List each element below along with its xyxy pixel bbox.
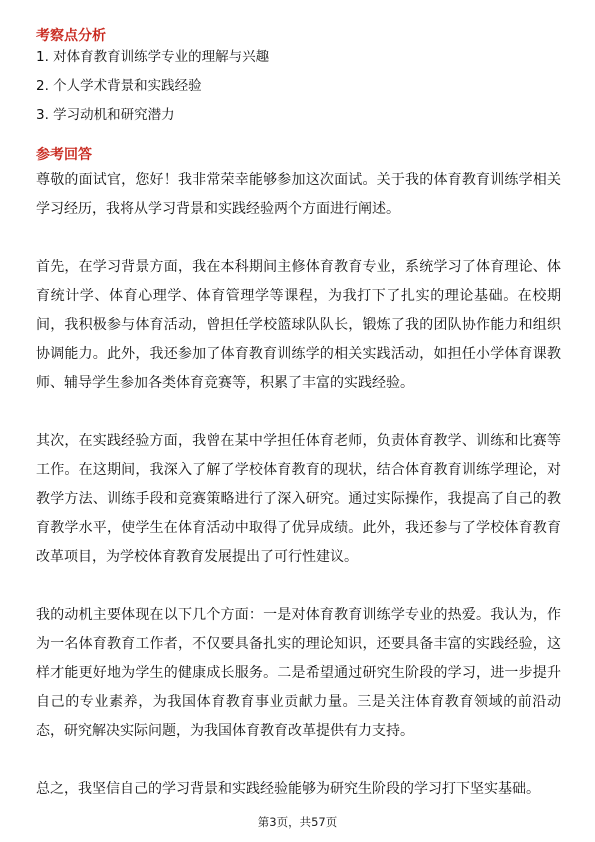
page-number: 第3页，共57页 (257, 815, 338, 829)
list-item: 3. 学习动机和研究潜力 (36, 107, 175, 123)
section-heading-reference-answer: 参考回答 (36, 147, 92, 163)
answer-paragraph-practice: 其次，在实践经验方面，我曾在某中学担任体育老师，负责体育教学、训练和比赛等工作。在这期间，我深入了解了学校体育教育的现状，结合体育教育训练学理论，对教学方法、训练手段和竞赛策略进行了深入研究。通过实际操作，我提高了自己的教育教学水平，使学生在体育活动中取得了优异成绩。此外，我还参与了学校体育教育改革项目，为学校体育教育发展提出了可行性建议。 (36, 433, 561, 565)
answer-paragraph-motivation: 我的动机主要体现在以下几个方面：一是对体育教育训练学专业的热爱。我认为，作为一名体育教育工作者，不仅要具备扎实的理论知识，还要具备丰富的实践经验，这样才能更好地为学生的健康成长服务。二是希望通过研究生阶段的学习，进一步提升自己的专业素养，为我国体育教育事业贡献力量。三是关注体育教育领域的前沿动态，研究解决实际问题，为我国体育教育改革提供有力支持。 (36, 607, 561, 739)
answer-paragraph-background: 首先，在学习背景方面，我在本科期间主修体育教育专业，系统学习了体育理论、体育统计学、体育心理学、体育管理学等课程，为我打下了扎实的理论基础。在校期间，我积极参与体育活动，曾担任学校篮球队队长，锻炼了我的团队协作能力和组织协调能力。此外，我还参加了体育教育训练学的相关实践活动，如担任小学体育课教师、辅导学生参加各类体育竞赛等，积累了丰富的实践经验。 (36, 259, 561, 391)
list-item: 2. 个人学术背景和实践经验 (36, 78, 202, 94)
section-heading-analysis: 考察点分析 (36, 28, 106, 44)
answer-paragraph-conclusion: 总之，我坚信自己的学习背景和实践经验能够为研究生阶段的学习打下坚实基础。 (36, 781, 540, 797)
analysis-list (36, 48, 269, 135)
answer-paragraph-intro: 尊敬的面试官，您好！我非常荣幸能够参加这次面试。关于我的体育教育训练学相关学习经历，我将从学习背景和实践经验两个方面进行阐述。 (36, 172, 561, 217)
list-item: 1. 对体育教育训练学专业的理解与兴趣 (36, 49, 270, 65)
